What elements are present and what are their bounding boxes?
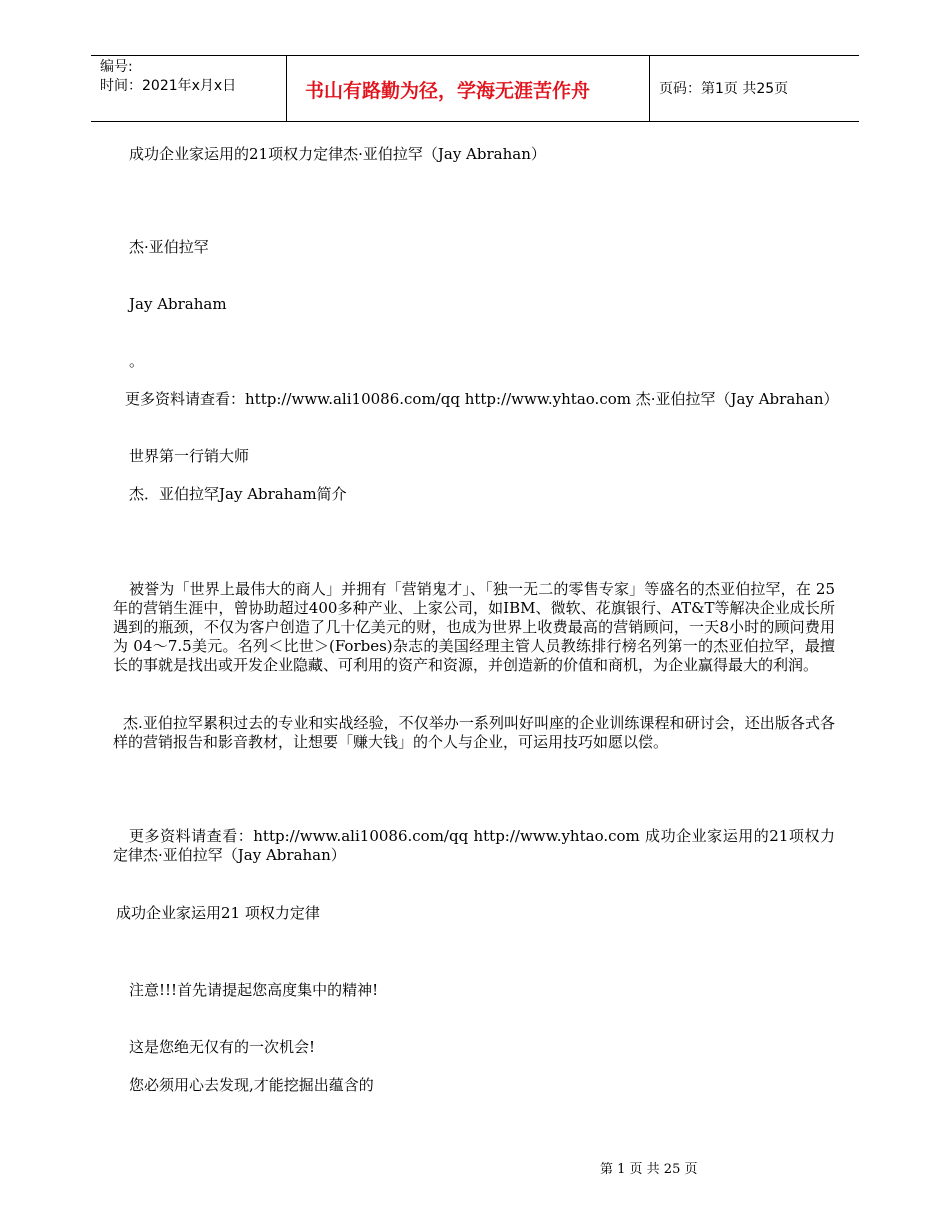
- more-info-2: 更多资料请查看：http://www.ali10086.com/qq http://www.yhtao.com 成功企业家运用的21项权力定律杰·亚伯拉罕（Jay Abrahan）: [113, 827, 835, 864]
- intro-paragraph-1: 被誉为「世界上最伟大的商人」并拥有「营销鬼才」、「独一无二的零售专家」等盛名的杰亚伯拉罕，在 25年的营销生涯中，曾协助超过400多种产业、上家公司，如IBM、微软、花旗银行、AT&T等解决企业成长所遇到的瓶颈，不仅为客户创造了几十亿美元的财，也成为世界上收费最高的营销顾问，一天8小时的顾问费用为 04～7.5美元。名列＜比世＞(Forbes)杂志的美国经理主管人员教练排行榜名列第一的杰亚伯拉罕，最擅长的事就是找出或开发企业隐藏、可利用的资产和资源，并创造新的价值和商机，为企业赢得最大的利润。: [113, 580, 835, 674]
- title-line: 成功企业家运用的21项权力定律杰·亚伯拉罕（Jay Abrahan）: [129, 145, 546, 163]
- chance-line: 这是您绝无仅有的一次机会!: [129, 1038, 316, 1056]
- serial-label: 编号:: [100, 59, 133, 75]
- discover-line: 您必须用心去发现,才能挖掘出蕴含的: [129, 1076, 374, 1094]
- header-top-rule: [91, 55, 859, 56]
- header-divider-left: [286, 56, 287, 121]
- notice-line: 注意!!!首先请提起您高度集中的精神!: [129, 981, 379, 999]
- dot: 。: [129, 352, 145, 370]
- header-divider-right: [649, 56, 650, 121]
- header-page-label: 页码：第1页 共25页: [659, 81, 789, 97]
- time-label: 时间：2021年x月x日: [100, 78, 237, 94]
- subtitle-2: 杰．亚伯拉罕Jay Abraham简介: [129, 485, 347, 503]
- name-en: Jay Abraham: [129, 295, 227, 313]
- intro-paragraph-2: 杰.亚伯拉罕累积过去的专业和实战经验，不仅举办一系列叫好叫座的企业训练课程和研讨会，还出版各式各样的营销报告和影音教材，让想要「赚大钱」的个人与企业，可运用技巧如愿以偿。: [113, 714, 835, 751]
- header-motto: 书山有路勤为径，学海无涯苦作舟: [305, 80, 591, 102]
- section-title: 成功企业家运用21 项权力定律: [116, 904, 320, 922]
- name-cn: 杰·亚伯拉罕: [129, 238, 209, 256]
- more-info-1: 更多资料请查看：http://www.ali10086.com/qq http://www.yhtao.com 杰·亚伯拉罕（Jay Abrahan）: [125, 390, 839, 408]
- subtitle-1: 世界第一行销大师: [129, 447, 250, 465]
- header-bottom-rule: [91, 121, 859, 122]
- footer-page-number: 第 1 页 共 25 页: [600, 1162, 698, 1177]
